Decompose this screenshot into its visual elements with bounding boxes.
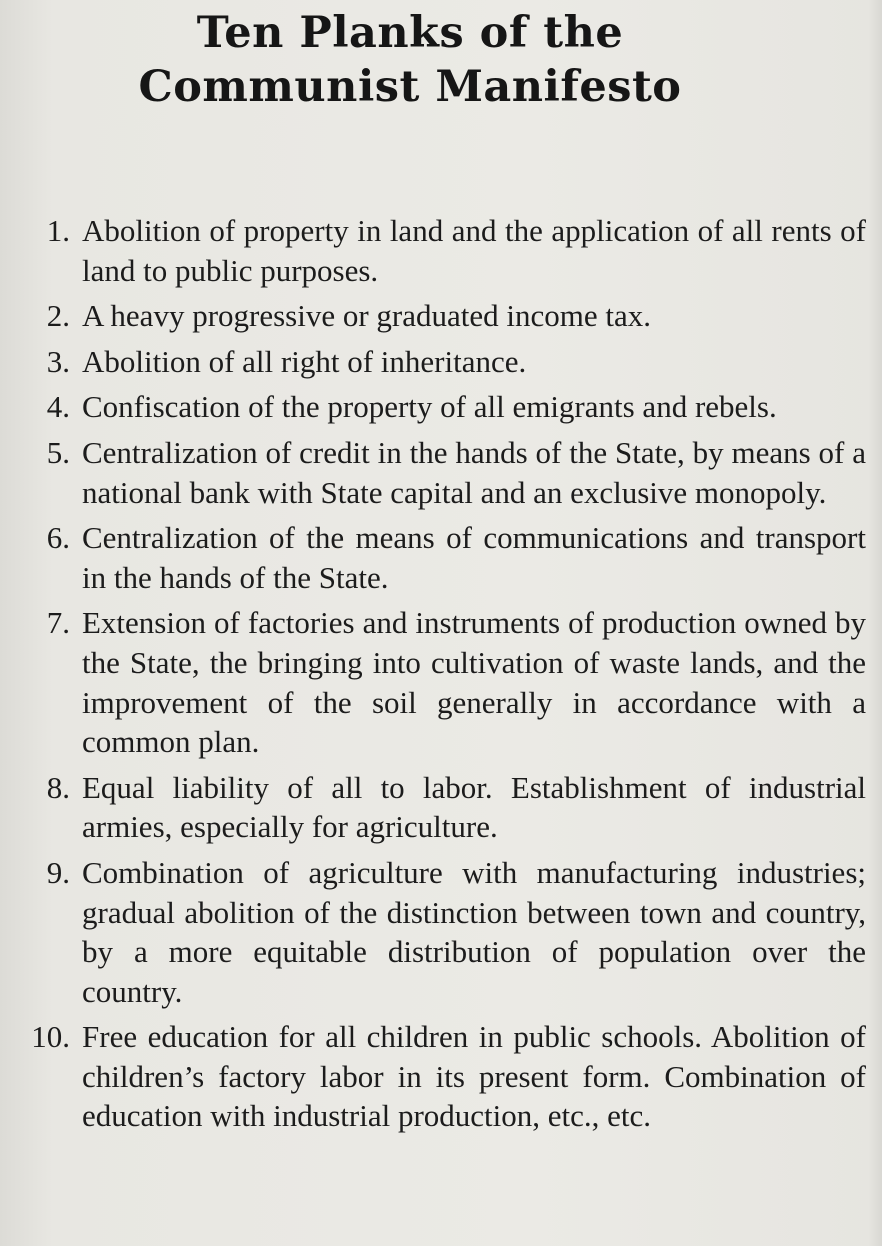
planks-list xyxy=(14,211,866,1142)
plank-number: 9. xyxy=(46,854,70,890)
plank-text: Centralization of the means of communications and transport in the hands of the State. xyxy=(82,520,866,595)
plank-text: Combination of agriculture with manufacturing industries; gradual abolition of the distinction between town and country, by a more equitable distribution of population over the country. xyxy=(82,854,866,1009)
plank-number: 10. xyxy=(31,1019,70,1055)
plank-text: Abolition of property in land and the application of all rents of land to public purposes. xyxy=(82,213,866,288)
plank-text: Free education for all children in public schools. Abolition of children’s factory labor in its present form. Combination of education with industrial production, etc., etc. xyxy=(82,1019,866,1134)
plank-text: Centralization of credit in the hands of the State, by means of a national bank with State capital and an exclusive monopoly. xyxy=(82,434,866,510)
plank-number: 2. xyxy=(46,298,70,334)
plank-item xyxy=(14,518,866,597)
plank-item xyxy=(14,211,866,290)
plank-text: A heavy progressive or graduated income tax. xyxy=(82,298,652,334)
plank-item xyxy=(14,768,866,847)
page-title xyxy=(0,6,820,114)
plank-item xyxy=(14,853,866,1011)
plank-item xyxy=(14,1017,866,1136)
plank-number: 3. xyxy=(46,343,70,379)
plank-item xyxy=(14,603,866,761)
plank-text: Equal liability of all to labor. Establishment of industrial armies, especially for agriculture. xyxy=(82,769,866,845)
plank-item xyxy=(14,387,866,427)
plank-item xyxy=(14,342,866,382)
plank-number: 6. xyxy=(46,520,70,556)
plank-number: 4. xyxy=(46,389,70,425)
plank-number: 8. xyxy=(46,769,70,805)
title-line-2: Communist Manifesto xyxy=(138,62,682,112)
plank-item xyxy=(14,433,866,512)
plank-text: Abolition of all right of inheritance. xyxy=(82,343,527,379)
plank-number: 1. xyxy=(46,213,70,248)
plank-text: Confiscation of the property of all emigrants and rebels. xyxy=(82,389,777,425)
plank-text: Extension of factories and instruments of production owned by the State, the bringing into cultivation of waste lands, and the improvement of the soil generally in accordance with a common plan. xyxy=(82,605,866,760)
plank-item xyxy=(14,296,866,336)
plank-number: 7. xyxy=(46,605,70,641)
title-line-1: Ten Planks of the xyxy=(196,8,624,58)
plank-number: 5. xyxy=(46,434,70,470)
